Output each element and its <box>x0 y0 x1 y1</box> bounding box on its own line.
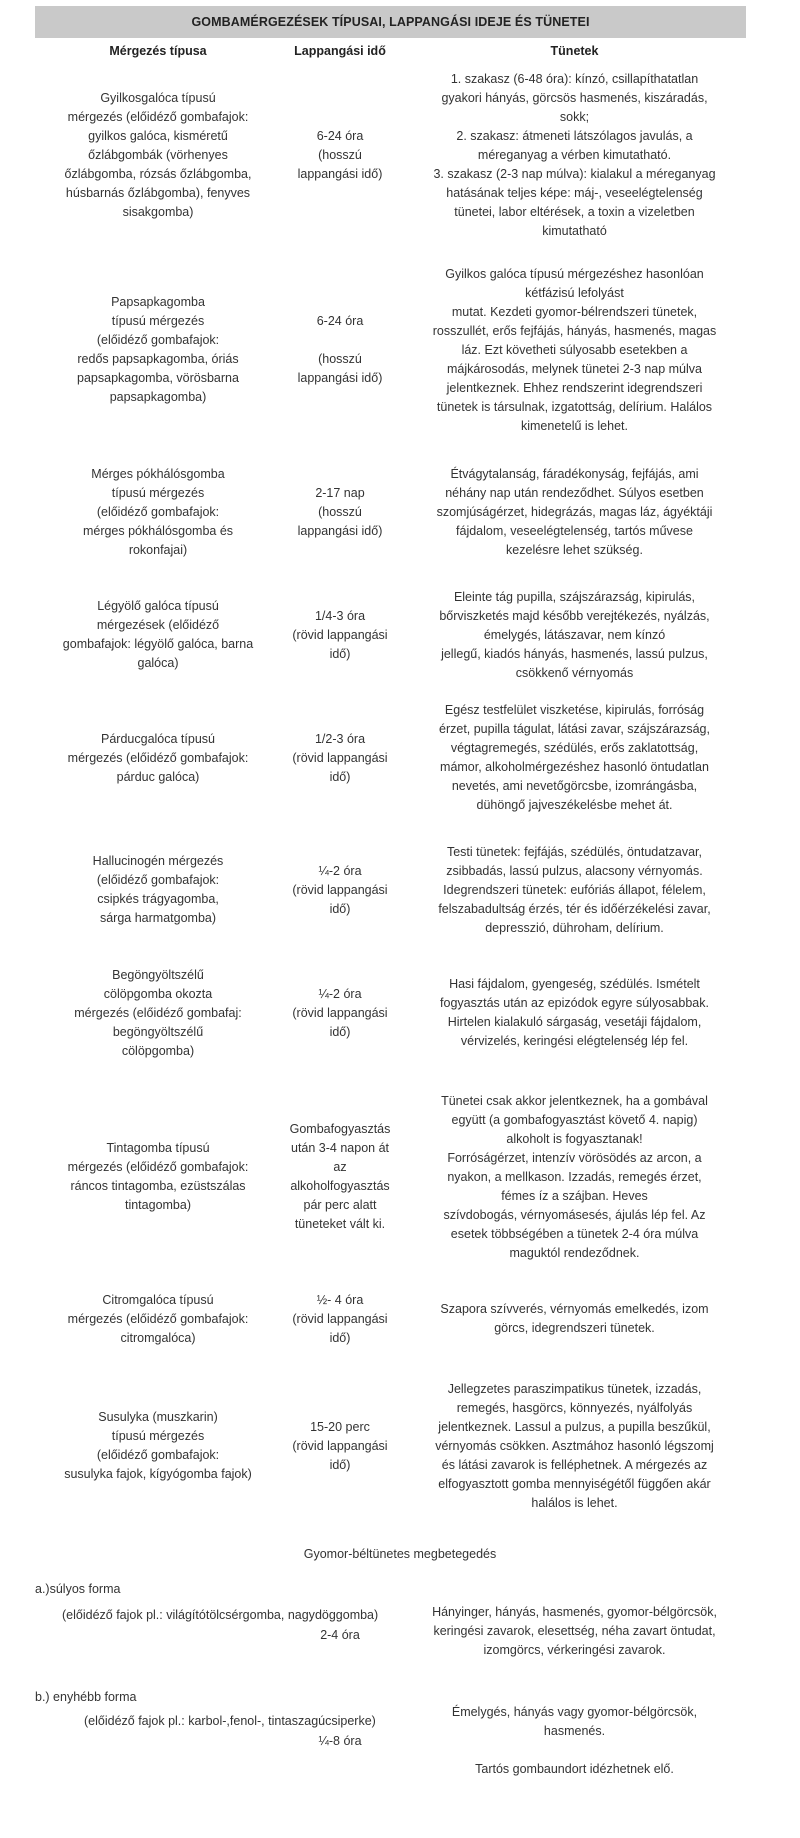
text-line: Hallucinogén mérgezés <box>92 854 224 868</box>
text-line: mutat. Kezdeti gyomor-bélrendszeri tünetek, <box>451 304 698 319</box>
text-line: típusú mérgezés <box>111 1429 205 1443</box>
text-line: Jellegzetes paraszimpatikus tünetek, izzadás, <box>447 1381 702 1396</box>
row-9-type <box>38 1378 278 1514</box>
text-line: (rövid lappangási <box>292 1005 388 1020</box>
gastro-severe-latency: 2-4 óra <box>320 1627 360 1642</box>
text-line: nyakon, a mellkason. Izzadás, remegés érzet, <box>447 1169 702 1184</box>
text-line: (előidéző gombafajok: <box>96 504 220 519</box>
text-line: papsapkagomba, vörösbarna <box>77 371 239 385</box>
row-5-type <box>38 840 278 940</box>
text-line: szívdobogás, vérnyomásesés, ájulás lép fel. Az <box>443 1207 706 1222</box>
text-line: tünetei, labor eltérések, a toxin a vizeletben <box>454 204 695 219</box>
text-line: (előidéző gombafajok: <box>96 873 220 887</box>
text-line: (rövid lappangási <box>292 1438 388 1453</box>
row-4-symptoms <box>402 697 747 819</box>
text-line: májkárosodás, melynek tünetei 2-3 nap múlva <box>447 361 702 376</box>
row-2-symptoms <box>402 462 747 562</box>
text-line: csipkés trágyagomba, <box>97 892 219 906</box>
text-line: Egész testfelület viszketése, kipirulás, forróság <box>444 703 705 717</box>
text-line: mámor, alkoholmérgezéshez hasonló öntudatlan <box>440 760 709 774</box>
text-line: tüneteket vált ki. <box>294 1217 386 1231</box>
row-8-latency <box>280 1288 400 1350</box>
gastro-severe-symptoms <box>402 1600 747 1662</box>
text-line: Hirtelen kialakuló sárgaság, vesetáji fájdalom, <box>447 1015 702 1029</box>
row-3-type <box>38 585 278 685</box>
text-line: mérgezés (előidéző gombafajok: <box>67 750 249 765</box>
text-line: 3. szakasz (2-3 nap múlva): kialakul a méreganyag <box>433 166 716 181</box>
text-line: sárga harmatgomba) <box>99 911 217 925</box>
text-line: együtt (a gombafogyasztást követő 4. napig) <box>451 1112 698 1127</box>
text-line: tintagomba) <box>124 1198 191 1212</box>
text-line: Testi tünetek: fejfájás, szédülés, öntudatzavar, <box>446 844 702 859</box>
row-0-type <box>38 67 278 243</box>
text-line: gombafajok: légyölő galóca, barna <box>62 637 254 651</box>
text-line: ráncos tintagomba, ezüstszálas <box>70 1179 246 1193</box>
text-line: vérnyomás csökken. Asztmához hasonló légszomj <box>435 1438 714 1453</box>
text-line: idő) <box>329 1457 351 1472</box>
text-line: Szapora szívverés, vérnyomás emelkedés, izom <box>440 1302 709 1316</box>
text-line: pár perc alatt <box>303 1198 377 1212</box>
header-type: Mérgezés típusa <box>109 44 207 58</box>
text-line: mérgezés (előidéző gombafajok: <box>67 1311 249 1326</box>
text-line: típusú mérgezés <box>111 314 205 328</box>
row-7-symptoms <box>402 1088 747 1266</box>
gastro-mild-label: b.) enyhébb forma <box>35 1690 137 1704</box>
text-line: lappangási idő) <box>297 371 383 385</box>
text-line: mérgezés (előidéző gombafajok: <box>67 1160 249 1174</box>
text-line: begöngyöltszélű <box>112 1024 204 1039</box>
text-line: Gyilkosgalóca típusú <box>100 90 216 105</box>
row-0-symptoms <box>402 67 747 243</box>
row-1-latency <box>280 262 400 438</box>
text-line: idő) <box>329 646 351 661</box>
text-line: idő) <box>329 1330 351 1345</box>
text-line: Gyilkos galóca típusú mérgezéshez hasonlóan <box>445 266 704 281</box>
text-line: Párducgalóca típusú <box>101 731 215 746</box>
text-line: rokonfajai) <box>128 542 188 557</box>
text-line: Eleinte tág pupilla, szájszárazság, kipirulás, <box>453 589 696 604</box>
text-line: alkoholfogyasztás <box>290 1179 390 1193</box>
text-line: idő) <box>329 1024 351 1039</box>
row-5-symptoms <box>402 840 747 940</box>
text-line: (előidéző fajok pl.: karbol-, <box>84 1714 230 1728</box>
text-line: fémes íz a szájban. Heves <box>501 1188 648 1203</box>
text-line: Begöngyöltszélű <box>112 967 204 982</box>
text-line: döggomba) <box>314 1608 379 1622</box>
text-line: görcs, idegrendszeri tünetek. <box>494 1321 655 1335</box>
text-line <box>402 1741 747 1760</box>
gastro-mild-latency: ¼-8 óra <box>318 1733 362 1748</box>
text-line: zsibbadás, lassú pulzus, alacsony vérnyomás. <box>446 863 703 878</box>
text-line: méreganyag a vérben kimutatható. <box>477 147 672 162</box>
row-3-latency <box>280 585 400 685</box>
text-line: jelentkeznek. Lassul a pulzus, a pupilla beszűkül, <box>438 1419 711 1434</box>
text-line: esetek többségében a tünetek 2-4 óra múlva <box>450 1226 699 1241</box>
text-line: Gombafogyasztás <box>289 1122 391 1136</box>
header-symptoms: Tünetek <box>550 44 599 58</box>
row-1-symptoms <box>402 262 747 438</box>
text-line: Mérges pókhálósgomba <box>91 466 225 481</box>
text-line: remegés, hasgörcs, könnyezés, nyálfolyás <box>456 1400 693 1415</box>
text-line: (előidéző gombafajok: <box>96 333 220 347</box>
text-line: fenol-, tintaszagú <box>229 1714 326 1728</box>
text-line: és látási zavarok is felléphetnek. A mérgezés az <box>441 1457 708 1472</box>
text-line: csiperke) <box>325 1714 376 1728</box>
text-line: sisakgomba) <box>122 204 194 219</box>
text-line: 15-20 perc <box>310 1419 370 1434</box>
header-latency: Lappangási idő <box>294 44 386 58</box>
row-8-symptoms <box>402 1288 747 1350</box>
text-line: mérgezés (előidéző gombafajok: <box>67 109 249 124</box>
row-6-latency <box>280 960 400 1066</box>
text-line: néhány nap után rendeződhet. Súlyos esetben <box>445 485 704 500</box>
row-5-latency <box>280 840 400 940</box>
text-line: maguktól rendeződnek. <box>509 1245 640 1260</box>
text-line: Étvágytalanság, fáradékonyság, fejfájás, ami <box>450 466 699 481</box>
text-line: jellegű, kiadós hányás, hasmenés, lassú pulzus, <box>441 646 708 661</box>
text-line: depresszió, dühroham, delírium. <box>485 920 664 935</box>
row-6-type <box>38 960 278 1066</box>
text-line: után 3-4 napon át <box>291 1141 389 1155</box>
text-line: hatásának teljes képe: máj-, veseelégtelenség <box>446 185 703 200</box>
text-line: vérvizelés, keringési elégtelenség lép fel. <box>460 1034 689 1048</box>
text-line: Susulyka (muszkarin) <box>98 1410 218 1424</box>
text-line: (hosszú <box>318 352 362 366</box>
row-7-type <box>38 1088 278 1266</box>
row-9-latency <box>280 1378 400 1514</box>
row-3-symptoms <box>402 585 747 685</box>
gastro-title: Gyomor-béltünetes megbetegedés <box>303 1547 497 1561</box>
row-1-type <box>38 262 278 438</box>
text-line: bőrviszketés majd később verejtékezés, nyálzás, <box>439 608 710 623</box>
text-line: tünetek is társulnak, izgatottság, delírium. Halálos <box>436 399 713 414</box>
table-title: GOMBAMÉRGEZÉSEK TÍPUSAI, LAPPANGÁSI IDEJE ÉS TÜNETEI <box>191 15 590 29</box>
text-line: idő) <box>329 901 351 916</box>
text-line: (előidéző gombafajok: <box>96 1448 220 1462</box>
text-line: mérgezés (előidéző gombafaj: <box>74 1005 242 1020</box>
text-line: felszabadultság érzés, tér és időérzékelési zavar, <box>438 901 711 916</box>
text-line: Émelygés, hányás vagy gyomor-bélgörcsök, <box>451 1705 698 1719</box>
text-line: susulyka fajok, kígyógomba fajok) <box>64 1467 252 1481</box>
text-line: húsbarnás őzlábgomba), fenyves <box>65 185 251 200</box>
text-line: őzlábgombák (vörhenyes <box>88 147 228 162</box>
text-line: lappangási idő) <box>297 523 383 538</box>
text-line: Papsapkagomba <box>111 295 205 309</box>
text-line: fájdalom, veseelégtelenség, tartós művese <box>456 523 693 538</box>
text-line: 1/2-3 óra <box>314 731 366 746</box>
text-line: jelentkeznek. Ehhez rendszerint idegrendszeri <box>446 380 703 395</box>
text-line: őzlábgomba, rózsás őzlábgomba, <box>64 166 252 181</box>
text-line: rosszullét, erős fejfájás, hányás, hasmenés, magas <box>432 323 717 338</box>
text-line: tölcsérgomba, nagy <box>205 1608 315 1622</box>
text-line: végtagremegés, szédülés, erős zaklatottság, <box>450 741 699 755</box>
text-line: papsapkagomba) <box>109 390 207 404</box>
text-line: 1. szakasz (6-48 óra): kínzó, csillapíthatatlan <box>450 71 699 86</box>
text-line <box>280 331 400 350</box>
text-line: kimutatható <box>542 223 607 238</box>
text-line: 2. szakasz: átmeneti látszólagos javulás, a <box>456 128 693 143</box>
text-line: fogyasztás után az epizódok egyre súlyosabbak. <box>440 996 709 1010</box>
row-4-latency <box>280 697 400 819</box>
text-line: dühöngő jajveszékelésbe mehet át. <box>476 798 673 812</box>
text-line: Tintagomba típusú <box>106 1141 210 1155</box>
row-9-symptoms <box>402 1378 747 1514</box>
text-line: Tartós gombaundort idézhetnek elő. <box>475 1762 674 1776</box>
text-line: gyilkos galóca, kisméretű <box>88 128 228 143</box>
text-line: (rövid lappangási <box>292 1311 388 1326</box>
text-line: hasmenés. <box>543 1724 606 1738</box>
text-line: 1/4-3 óra <box>314 608 366 623</box>
text-line: ¼-2 óra <box>318 986 362 1001</box>
text-line: kimenetelű is lehet. <box>520 418 628 433</box>
text-line: elfogyasztott gomba mennyiségétől függően akár <box>438 1476 711 1491</box>
text-line: ½- 4 óra <box>316 1292 364 1307</box>
text-line: láz. Ezt követheti súlyosabb esetekben a <box>461 342 688 357</box>
text-line: cölöpgomba okozta <box>103 986 213 1001</box>
text-line: Citromgalóca típusú <box>102 1292 214 1307</box>
gastro-severe-label: a.)súlyos forma <box>35 1582 121 1596</box>
text-line: cölöpgomba) <box>121 1043 195 1058</box>
text-line: gyakori hányás, görcsös hasmenés, kiszáradás, <box>441 90 708 105</box>
text-line: halálos is lehet. <box>531 1495 618 1510</box>
text-line: sokk; <box>559 109 590 124</box>
text-line: (rövid lappangási <box>292 882 388 897</box>
text-line: (rövid lappangási <box>292 627 388 642</box>
text-line: (hosszú <box>318 147 362 162</box>
text-line: (hosszú <box>318 504 362 519</box>
text-line: párduc galóca) <box>116 769 200 784</box>
text-line: galóca) <box>137 656 179 670</box>
row-4-type <box>38 697 278 819</box>
text-line: kezelésre lehet szükség. <box>506 542 643 557</box>
row-6-symptoms <box>402 960 747 1066</box>
text-line: Idegrendszeri tünetek: eufóriás állapot, félelem, <box>443 882 706 897</box>
text-line: nevetés, ami nevetőgörcsbe, izomrángásba, <box>451 779 698 793</box>
text-line: Tünetei csak akkor jelentkeznek, ha a gombával <box>441 1093 708 1108</box>
text-line: az <box>333 1160 347 1174</box>
text-line: mérgezések (előidéző <box>96 618 220 632</box>
text-line: Forróságérzet, intenzív vörösödés az arcon, a <box>447 1150 702 1165</box>
text-line: redős papsapkagomba, óriás <box>77 352 239 366</box>
row-8-type <box>38 1288 278 1350</box>
row-0-latency <box>280 67 400 243</box>
text-line: kétfázisú lefolyást <box>525 285 624 300</box>
gastro-mild-symptoms <box>402 1702 747 1780</box>
text-line: 2-17 nap <box>315 485 365 500</box>
text-line: Hasi fájdalom, gyengeség, szédülés. Ismételt <box>449 977 700 991</box>
text-line: ¼-2 óra <box>318 863 362 878</box>
text-line: szomjúságérzet, hidegrázás, magas láz, ágyéktáji <box>436 504 713 519</box>
table-title-bar <box>35 6 746 38</box>
text-line: alkoholt is fogyasztanak! <box>506 1131 643 1146</box>
text-line: típusú mérgezés <box>111 485 205 500</box>
text-line: keringési zavarok, elesettség, néha zavart öntudat, <box>433 1623 716 1638</box>
text-line: idő) <box>329 769 351 784</box>
row-2-latency <box>280 462 400 562</box>
text-line: (rövid lappangási <box>292 750 388 765</box>
text-line: (előidéző fajok pl.: világító <box>62 1608 206 1622</box>
text-line: lappangási idő) <box>297 166 383 181</box>
text-line: 6-24 óra <box>316 128 364 143</box>
text-line: érzet, pupilla tágulat, látási zavar, szájszárazság, <box>439 722 710 736</box>
text-line: citromgalóca) <box>120 1330 196 1345</box>
text-line: izomgörcs, vérkeringési zavarok. <box>483 1642 666 1657</box>
text-line: csökkenő vérnyomás <box>515 665 634 680</box>
row-7-latency <box>280 1088 400 1266</box>
text-line: 6-24 óra <box>316 314 364 328</box>
text-line: Légyölő galóca típusú <box>97 599 219 613</box>
text-line: mérges pókhálósgomba és <box>82 523 234 538</box>
row-2-type <box>38 462 278 562</box>
text-line: émelygés, látászavar, nem kínzó <box>483 627 666 642</box>
text-line: Hányinger, hányás, hasmenés, gyomor-bélgörcsök, <box>432 1604 717 1619</box>
